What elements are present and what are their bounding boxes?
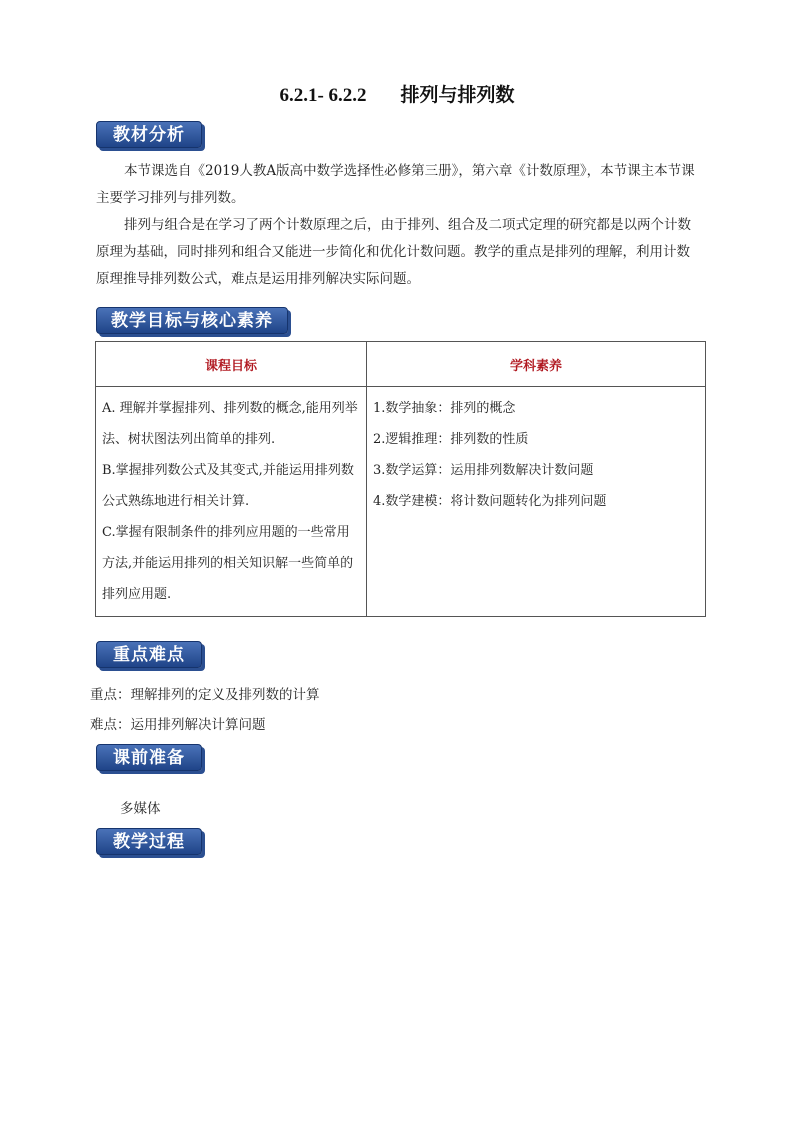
goal-item: C.掌握有限制条件的排列应用题的一些常用方法,并能运用排列的相关知识解一些简单的排列应用题. <box>102 525 354 602</box>
literacy-cell <box>367 387 706 617</box>
table-row <box>96 387 706 617</box>
document-title <box>0 80 794 107</box>
analysis-paragraph-2: 排列与组合是在学习了两个计数原理之后，由于排列、组合及二项式定理的研究都是以两个计数原理为基础，同时排列和组合又能进一步简化和优化计数问题。教学的重点是排列的理解，利用计数原理推导排列数公式，难点是运用排列解决实际问题。 <box>96 217 691 287</box>
key-point-text: 重点：理解排列的定义及排列数的计算 <box>90 687 320 703</box>
goal-item: A. 理解并掌握排列、排列数的概念,能用列举法、树状图法列出简单的排列. <box>102 401 358 447</box>
analysis-paragraph-1: 本节课选自《2019人教A版高中数学选择性必修第三册》，第六章《计数原理》，本节课主本节课主要学习排列与排列数。 <box>96 163 695 206</box>
literacy-item: 2.逻辑推理：排列数的性质 <box>373 432 529 447</box>
heading-analysis: 教材分析 <box>96 121 202 148</box>
heading-goals: 教学目标与核心素养 <box>96 307 288 334</box>
literacy-item: 1.数学抽象：排列的概念 <box>373 401 516 416</box>
col-header-course-goals: 课程目标 <box>96 342 367 387</box>
heading-preparation: 课前准备 <box>96 744 202 771</box>
preparation-text: 多媒体 <box>120 801 161 817</box>
heading-key-points: 重点难点 <box>96 641 202 668</box>
goal-item: B.掌握排列数公式及其变式,并能运用排列数公式熟练地进行相关计算. <box>102 463 354 509</box>
course-goals-cell <box>96 387 367 617</box>
table-header-row <box>96 342 706 387</box>
title-text: 排列与排列数 <box>400 85 515 106</box>
difficulty-text: 难点：运用排列解决计算问题 <box>90 717 266 733</box>
section-number: 6.2.1- 6.2.2 <box>279 85 367 106</box>
goals-table <box>95 341 706 617</box>
analysis-text <box>96 158 700 293</box>
heading-process: 教学过程 <box>96 828 202 855</box>
literacy-item: 4.数学建模：将计数问题转化为排列问题 <box>373 494 607 509</box>
literacy-item: 3.数学运算：运用排列数解决计数问题 <box>373 463 594 478</box>
col-header-subject-literacy: 学科素养 <box>367 342 706 387</box>
